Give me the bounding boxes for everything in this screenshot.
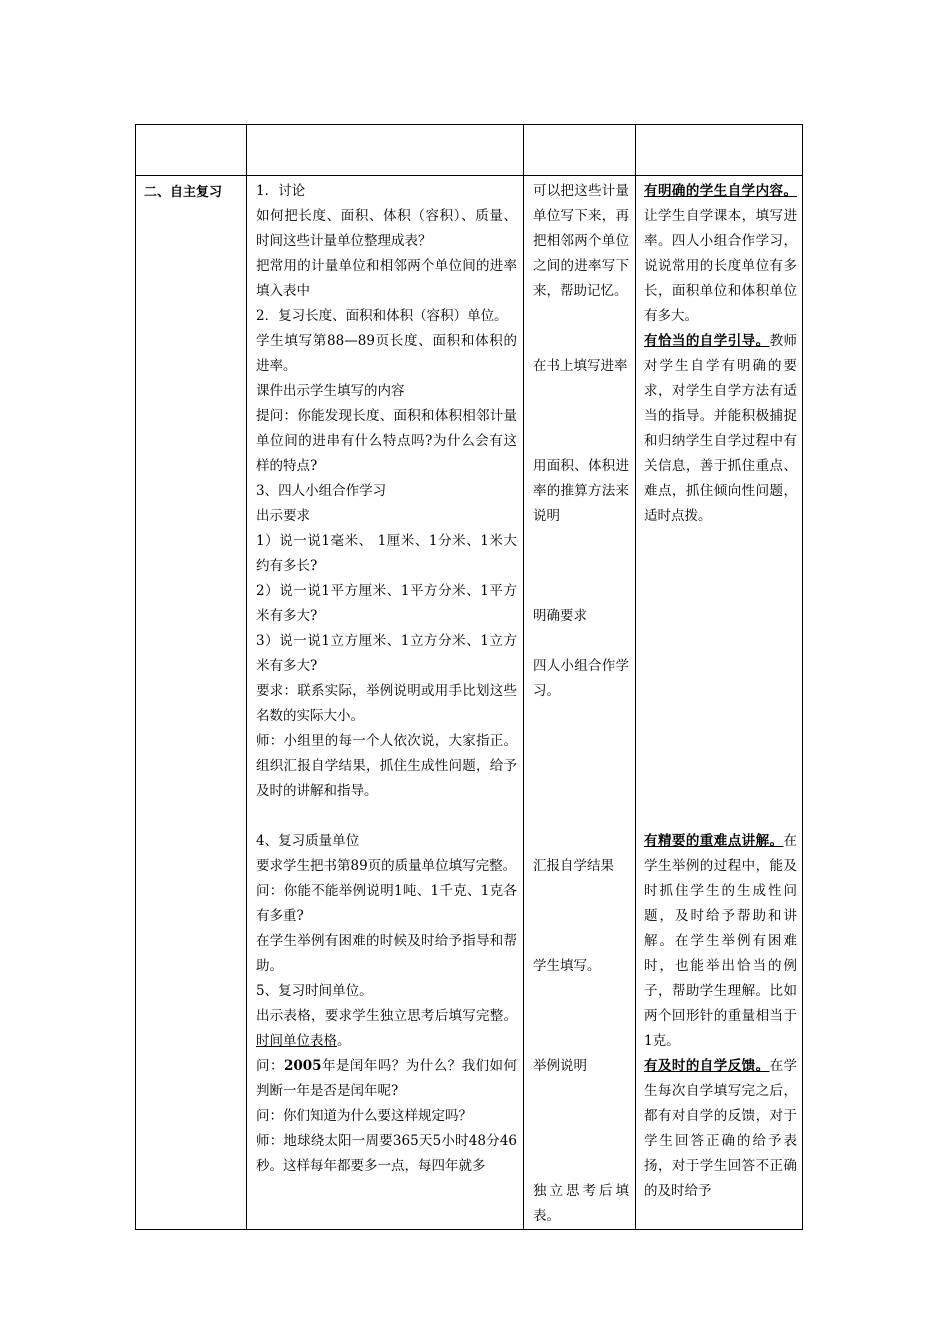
paragraph: 如何把长度、面积、体积（容积）、质量、时间这些计量单位整理成表？: [256, 208, 517, 249]
paragraph: 4、复习质量单位: [256, 833, 360, 849]
paragraph: 四人小组合作学习。: [533, 658, 629, 699]
paragraph: 问：你能不能举例说明1吨、1千克、1克各有多重?: [256, 883, 517, 924]
table-row-header: [136, 125, 803, 176]
heading-key-points: 有精要的重难点讲解。: [644, 833, 784, 849]
paragraph: 问：你们知道为什么要这样规定吗？: [256, 1108, 472, 1124]
paragraph: 3）说一说1立方厘米、1立方分米、1立方米有多大?: [256, 633, 517, 674]
table-cell: [136, 125, 247, 176]
paragraph: 2）说一说1平方厘米、1平方分米、1平方米有多大?: [256, 583, 517, 624]
paragraph: 5、复习时间单位。: [256, 983, 373, 999]
paragraph: 在书上填写进率: [533, 358, 628, 374]
student-activity-cell: [524, 176, 636, 1230]
paragraph: 师：地球绕太阳一周要365天5小时48分46秒。这样每年都要多一点，每四年就多: [256, 1133, 517, 1174]
design-intent-cell: [636, 176, 803, 1230]
table-cell: [247, 125, 524, 176]
paragraph: 把常用的计量单位和相邻两个单位间的进率填入表中: [256, 258, 517, 299]
paragraph: 1．讨论: [256, 183, 306, 199]
paragraph: 要求：联系实际，举例说明或用手比划这些名数的实际大小。: [256, 683, 517, 724]
paragraph: 问：2005年是闰年吗？为什么？我们如何判断一年是否是闰年呢?: [256, 1058, 518, 1099]
heading-self-study-content: 有明确的学生自学内容。: [644, 183, 797, 199]
paragraph: 有精要的重难点讲解。在学生举例的过程中，能及时抓住学生的生成性问题，及时给予帮助和讲解。在学生举例有困难时，也能举出恰当的例子，帮助学生理解。比如两个回形针的重量相当于1克。: [644, 833, 797, 1049]
paragraph: 要求学生把书第89页的质量单位填写完整。: [256, 858, 517, 874]
heading-feedback: 有及时的自学反馈。: [644, 1058, 770, 1074]
paragraph: 有恰当的自学引导。教师对学生自学有明确的要求，对学生自学方法有适当的指导。并能积极捕捉和归纳学生自学过程中有关信息，善于抓住重点、难点，抓住倾向性问题，适时点拨。: [644, 333, 798, 524]
paragraph: 出示要求: [256, 508, 310, 524]
paragraph: 举例说明: [533, 1058, 587, 1074]
lesson-plan-table: [135, 124, 803, 1230]
table-cell: [524, 125, 636, 176]
teacher-activity-cell: [247, 176, 524, 1230]
paragraph: 有及时的自学反馈。在学生每次自学填写完之后，都有对自学的反馈，对于学生回答正确的给予表扬，对于学生回答不正确的及时给予: [644, 1058, 798, 1199]
paragraph: 有明确的学生自学内容。让学生自学课本，填写进率。四人小组合作学习，说说常用的长度单位有多长，面积单位和体积单位有多大。: [644, 183, 797, 324]
paragraph: 汇报自学结果: [533, 858, 614, 874]
paragraph: 学生填写第88—89页长度、面积和体积的进率。: [256, 333, 517, 374]
paragraph: 师：小组里的每一个人依次说，大家指正。组织汇报自学结果，抓住生成性问题，给予及时的讲解和指导。: [256, 733, 517, 799]
paragraph: 在学生举例有困难的时候及时给予指导和帮助。: [256, 933, 517, 974]
paragraph: 1）说一说1毫米、 1厘米、1分米、1米大约有多长?: [256, 533, 517, 574]
paragraph: 3、四人小组合作学习: [256, 483, 387, 499]
section-cell: [136, 176, 247, 1230]
paragraph: 学生填写。: [533, 958, 601, 974]
table-cell: [636, 125, 803, 176]
paragraph: 明确要求: [533, 608, 587, 624]
paragraph: 出示表格，要求学生独立思考后填写完整。时间单位表格。: [256, 1008, 517, 1049]
time-unit-table-link: 时间单位表格: [256, 1033, 337, 1049]
paragraph: 可以把这些计量单位写下来，再把相邻两个单位之间的进率写下来，帮助记忆。: [533, 183, 629, 299]
heading-self-study-guidance: 有恰当的自学引导。: [644, 333, 770, 349]
table-row: [136, 176, 803, 1230]
paragraph: 用面积、体积进率的推算方法来说明: [533, 458, 629, 524]
paragraph: 课件出示学生填写的内容: [256, 383, 405, 399]
paragraph: 2．复习长度、面积和体积（容积）单位。: [256, 308, 508, 324]
paragraph: 独立思考后填表。: [533, 1183, 629, 1224]
section-title: 二、自主复习: [144, 185, 223, 200]
paragraph: 提问：你能发现长度、面积和体积相邻计量单位间的进串有什么特点吗?为什么会有这样的特点?: [256, 408, 517, 474]
